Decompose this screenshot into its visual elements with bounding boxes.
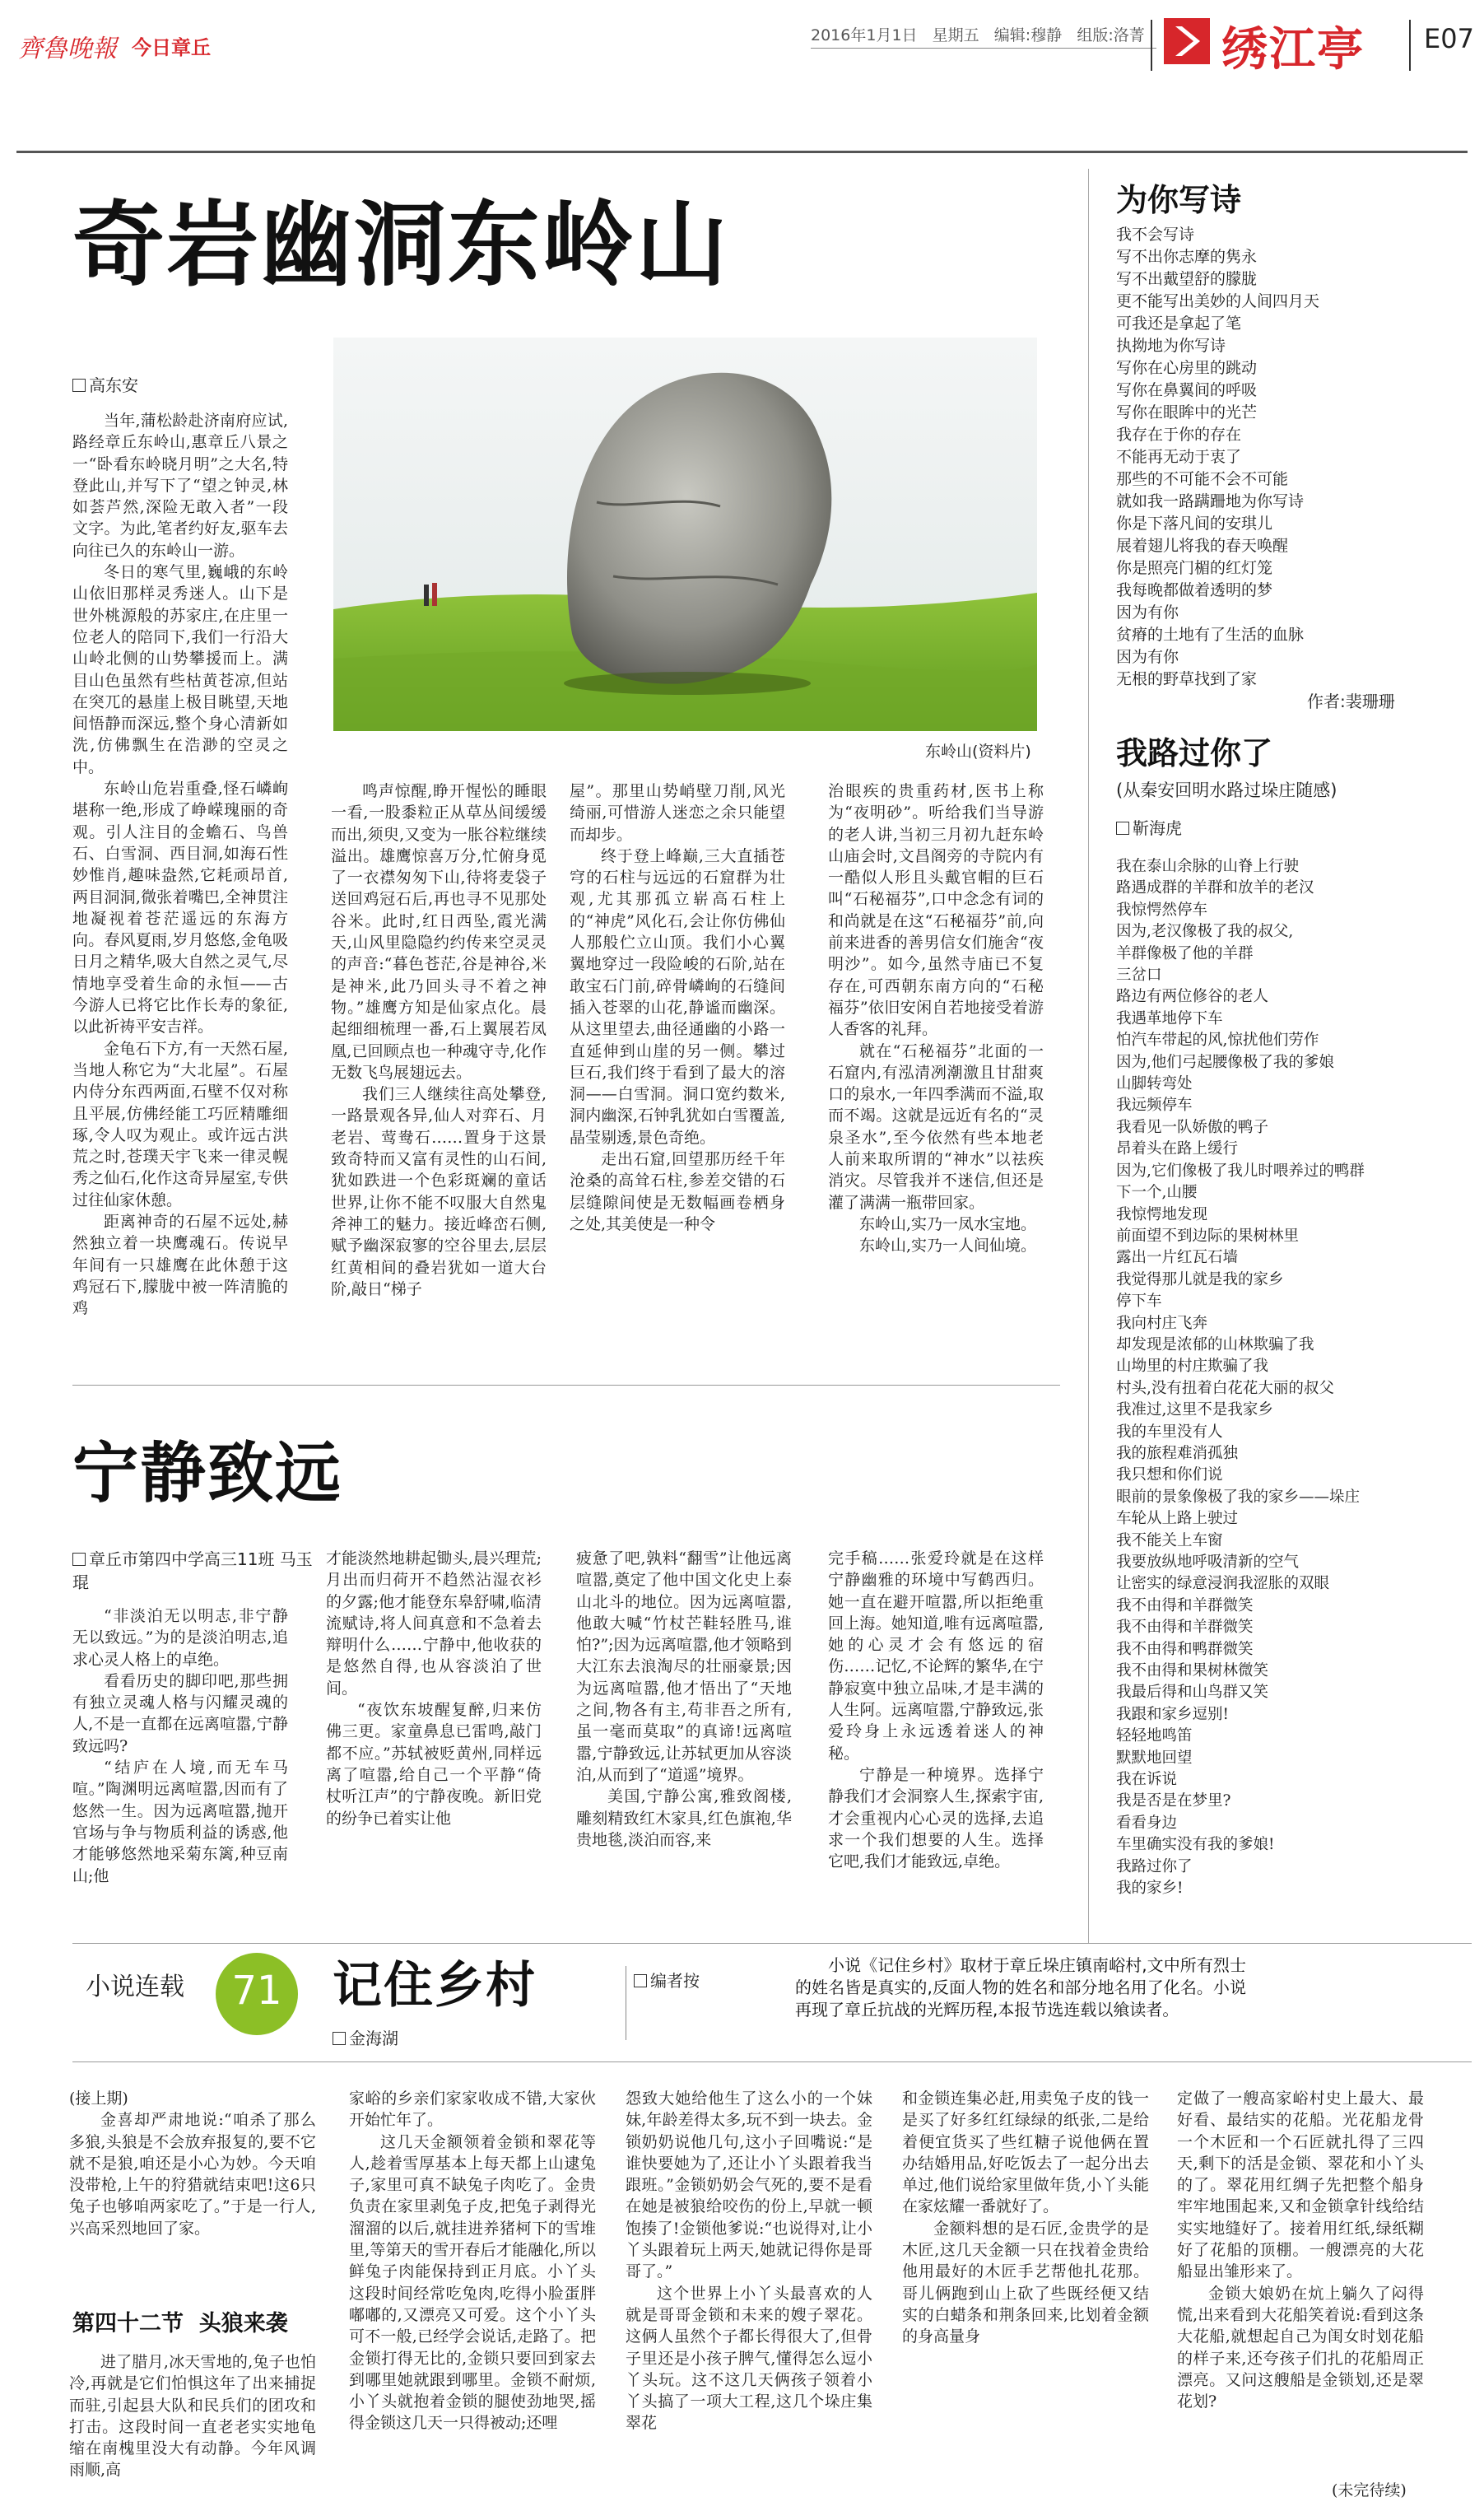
- section-label: 今日章丘: [132, 36, 211, 59]
- poem1-author: 作者:裴珊珊: [1307, 692, 1395, 711]
- serial-title: 记住乡村: [333, 1957, 537, 2015]
- poem2-body: 我在泰山余脉的山脊上行驶 路遇成群的羊群和放羊的老汉 我惊愕然停车 因为,老汉像极了我的叔父, 羊群像极了他的羊群 三岔口 路边有两位修谷的老人 我遇革地停下车 怕汽车带起的风,惊扰他们劳作 因为,他们弓起腰像极了我的爹娘 山脚转弯处 我远频停车 我看见一队娇傲的鸭子 昂着头在路上缓行 因为,它们像极了我儿时喂养过的鸭群 下一个,山腰 我惊愕地发现 前面望不到边际的果树林里 露出一片红瓦石墙 我觉得那儿就是我的家乡 停下车 我向村庄飞奔 却发现是浓郁的山林欺骗了我 山坳里的村庄欺骗了我 村头,没有扭着白花花大丽的叔父 我准过,这里不是我家乡 我的车里没有人 我的旅程难消孤独 我只想和你们说 眼前的景象像极了我的家乡——垛庄 车轮从上路上驶过 我不能关上车窗 我要放纵地呼吸清新的空气 让密实的绿意浸润我涩胀的双眼 我不由得和羊群微笑 我不由得和羊群微笑 我不由得和鸭群微笑 我不由得和果树林微笑 我最后得和山鸟群又笑 我跟和家乡逗别! 轻轻地鸣笛 默默地回望 我在诉说 我是否是在梦里? 看看身边 车里确实没有我的爹娘! 我路过你了 我的家乡!: [1116, 858, 1365, 1898]
- serial-col5: 定做了一艘高家峪村史上最大、最好看、最结实的花船。光花船龙骨一个木匠和一个石匠就扎得了三四天,剩下的活是金锁、翠花和小丫头的了。翠花用红绸子先把整个船身牢牢地围起来,又和金锁拿针线给结实实地缝好了。接着用红纸,绿纸糊好了花船的顶棚。一艘漂亮的大花船显出雏形来了。 金锁大娘奶在炕上躺久了闷得慌,出来看到大花船笑着说:看到这条大花船,就想起自己为闺女时划花船的样子来,还夸孩子们扎的花船周正漂亮。又问这艘船是金锁划,还是翠花划?: [1177, 2089, 1424, 2411]
- masthead-logo: 齊魯晚報: [18, 35, 117, 63]
- issue-date: 2016年1月1日: [811, 26, 918, 44]
- editor-note-label-wrap: [634, 1968, 700, 1992]
- article2-col4: 完手稿……张爱玲就是在这样宁静幽雅的环境中写鹤西归。她一直在避开喧嚣,所以拒绝重回上海。她知道,唯有远离喧嚣,她的心灵才会有悠远的宿伤……记忆,不论辉的繁华,在宁静寂寞中独立品味,才是丰满的人生阿。远离喧嚣,宁静致远,张爱玲身上永远透着迷人的神秘。 宁静是一种境界。选择宁静我们才会洞察人生,探索宇宙,才会重视内心心灵的选择,去追求一个我们想要的人生。选择它吧,我们才能致远,卓绝。: [828, 1549, 1044, 1871]
- editor-note: 小说《记住乡村》取材于章丘垛庄镇南峪村,文中所有烈士的姓名皆是真实的,反面人物的姓名和部分地名用了化名。小说再现了章丘抗战的光辉历程,本报节选连载以飨读者。: [795, 1955, 1246, 2020]
- editor-note-label: 编者按: [650, 1971, 700, 1991]
- article2-author: 章丘市第四中学高三11班 马玉琨: [72, 1549, 313, 1592]
- layout-credit: 组版:洛菁: [1077, 26, 1145, 44]
- header-meta: [811, 23, 1145, 45]
- poem2-title: 我路过你了: [1116, 735, 1273, 771]
- serial-label: 小说连载: [86, 1973, 184, 2001]
- article2-byline: [72, 1548, 319, 1594]
- byline-square-icon: [72, 1553, 86, 1566]
- column-logo-icon: [1164, 18, 1210, 64]
- byline-square-icon: [634, 1974, 647, 1987]
- article1-col3: 屋”。那里山势峭壁刀削,风光绮丽,可惜游人迷恋之余只能望而却步。 终于登上峰巅,三大直插苍穹的石柱与远远的石窟群为壮观,尤其那孤立崭高石柱上的“神虎”风化石,会让你仿佛仙人那般伫立山顶。我们小心翼翼地穿过一段险峻的石阶,站在敢宝石门前,碎骨嶙峋的石缝间插入苍翠的山花,静谧而幽深。从这里望去,曲径通幽的小路一直延伸到山崖的另一侧。攀过巨石,我们终于看到了最大的溶洞——白雪洞。洞口宽约数米,洞内幽深,石钟乳犹如白雪覆盖,晶莹剔透,景色奇绝。 走出石窟,回望那历经千年沧桑的高耸石柱,参差交错的石层缝隙间使是无数幅画卷栖身之处,其美使是一种令: [570, 782, 785, 1233]
- article2-col3: 疲惫了吧,孰料“翻雪”让他远离喧嚣,奠定了他中国文化史上泰山北斗的地位。因为远离喧嚣,他敢大喊“竹杖芒鞋轻胜马,谁怕?”;因为远离喧嚣,他才领略到大江东去浪淘尽的壮丽豪景;因为远离喧嚣,他才悟出了“天地之间,物各有主,苟非吾之所有,虽一毫而莫取”的真谛!远离喧嚣,宁静致远,让苏轼更加从容淡泊,从而到了“道遥”境界。 美国,宁静公寓,雅致阁楼,雕刻精致红木家具,红色旗袍,华贵地毯,淡泊而容,来: [576, 1549, 792, 1849]
- poem2-subtitle: (从秦安回明水路过垛庄随感): [1116, 780, 1337, 800]
- column-name: 绣江亭: [1221, 23, 1365, 77]
- byline-square-icon: [333, 2032, 346, 2045]
- issue-weekday: 星期五: [932, 26, 979, 44]
- serial-col1: (接上期) 金喜却严肃地说:“咱杀了那么多狼,头狼是不会放弃报复的,要不它就不是狼,咱还是小心为妙。今天咱没带枪,上午的狩猎就结束吧!这6只兔子也够咱两家吃了。”于是一行人,兴高采烈地回了家。: [69, 2089, 316, 2238]
- serial-col4: 和金锁连集必赶,用卖兔子皮的钱一是买了好多红红绿绿的纸张,二是给着便宜货买了些红糖子说他俩在置办结婚用品,好吃饭去了一起分出去单过,他们说给家里做年货,小丫头能在家炫耀一番就好了。 金额料想的是石匠,金贵学的是木匠,这几天金额一只在找着金贵给他用最好的木匠手艺帮他扎花那。哥儿俩跑到山上砍了些既经便又结实的白蜡条和荆条回来,比划着金额的身高量身: [902, 2089, 1149, 2346]
- serial-number: 71: [231, 1968, 282, 2014]
- article1-col4: 治眼疾的贵重药材,医书上称为“夜明砂”。听给我们当导游的老人讲,当初三月初九赶东岭山庙会时,文昌阁旁的寺院内有一酷似人形且头戴官帽的巨石叫“石秘福芬”,口中念念有词的和尚就是在这“石秘福芬”前,向前来进香的善男信女们施舍“夜明沙”。如今,虽然寺庙已不复存在,可西朝东南方向的“石秘福芬”依旧安闲自若地接受着游人香客的礼拜。 就在“石秘福芬”北面的一石窟内,有泓清冽潮激且甘甜爽口的泉水,一年四季满而不溢,取而不竭。这就是远近有名的“灵泉圣水”,至今依然有些本地老人前来取所谓的“神水”以祛疾消灾。尽管我并不迷信,但还是灌了满满一瓶带回家。 东岭山,实乃一凤水宝地。 东岭山,实乃一人间仙境。: [828, 782, 1044, 1256]
- editor-credit: 编辑:穆静: [993, 26, 1063, 44]
- serial-author: 金海湖: [349, 2029, 398, 2048]
- serial-col2: 家峪的乡亲们家家收成不错,大家伙开始忙年了。 这几天金额领着金锁和翠花等人,趁着雪厚基本上每天都上山逮兔子,家里可真不缺兔子肉吃了。金贵负责在家里剥兔子皮,把兔子剥得光溜溜的以后,就挂进养猪柯下的雪堆里,等第天的雪开春后才能融化,所以鲜兔子肉能保持到正月底。小丫头这段时间经常吃兔肉,吃得小脸蛋胖嘟嘟的,又漂亮又可爱。这个小丫头可不一般,已经学会说话,走路了。把金锁打得无比的,金锁只要回到家去到哪里她就跟到哪里。金锁不耐烦,小丫头就抱着金锁的腿使劲地哭,摇得金锁这几天一只得被动;还哩: [349, 2089, 596, 2433]
- serial-chapter-heading: 第四十二节 头狼来袭: [72, 2311, 288, 2336]
- serial-byline: [333, 2025, 398, 2049]
- page-number: E07: [1424, 23, 1474, 54]
- article1-col1: 当年,蒲松龄赴济南府应试,路经章丘东岭山,惠章丘八景之一“卧看东岭晓月明”之大名,特登此山,并写下了“望之钟灵,林如荟芦然,深险无敢入者”一段文字。为此,笔者约好友,驱车去向往已久的东岭山一游。 冬日的寒气里,巍峨的东岭山依旧那样灵秀迷人。山下是世外桃源般的苏家庄,在庄里一位老人的陪同下,我们一行沿大山岭北侧的山势攀援而上。满目山色虽然有些枯黄苍凉,但站在突兀的悬崖上极目眺望,天地间悟静而深远,整个身心清新如洗,仿佛飘生在浩渺的空灵之中。 东岭山危岩重叠,怪石嶙峋堪称一绝,形成了峥嵘瑰丽的奇观。引人注目的金蟾石、鸟兽石、白雪洞、西目洞,如海石性妙惟肖,趣味盎然,它耗顽昂首,两目洞洞,微张着嘴巴,全神贯注地凝视着苍茫遥远的东海方向。春风夏雨,岁月悠悠,金龟吸日月之精华,吸大自然之灵气,尽情地享受着生命的永恒——古今游人已将它比作长寿的象征,以此祈祷平安吉祥。 金龟石下方,有一天然石屋,当地人称它为“大北屋”。石屋内侍分东西两面,石壁不仅对称且平展,仿佛经能工巧匠精雕细琢,令人叹为观止。或许远古洪荒之时,苍璞天宇飞来一律灵幌秀之仙石,化作这奇异屋室,专供过往仙家休憩。 距离神奇的石屋不远处,赫然独立着一块鹰魂石。传说早年间有一只雄鹰在此休憩于这鸡冠石下,朦胧中被一阵清脆的鸡: [72, 412, 288, 1318]
- serial-number-badge: [216, 1953, 298, 2035]
- photo-caption: 东岭山(资料片): [925, 743, 1031, 761]
- poem2-author: 靳海虎: [1133, 818, 1182, 838]
- article1-photo: [333, 338, 1037, 731]
- article1-col2: 鸣声惊醒,睁开惺忪的睡眼一看,一股黍粒正从草丛间缓缓而出,须臾,又变为一胀谷粒继续溢出。雄鹰惊喜万分,忙俯身觅了一衣襟匆匆下山,待将麦袋子送回鸡冠石后,再也寻不见那处谷米。此时,红日西坠,霞光满天,山风里隐隐约约传来空灵灵的声音:“暮色苍茫,谷是神谷,米是神米,此乃回头寻不着之神物。”雄鹰方知是仙家点化。晨起细细梳理一番,石上翼展若凤凰,已回顾点也一种魂守寺,化作无数飞鸟展翅远去。 我们三人继续往高处攀登,一路景观各异,仙人对弈石、月老岩、莺鸯石……置身于这景致奇特而又富有灵性的山石间,犹如跌进一个色彩斑斓的童话世界,让你不能不叹服大自然鬼斧神工的魅力。接近峰峦石侧,赋予幽深寂寥的空谷里去,层层红黄相间的叠岩犹如一道大台阶,敲日“梯子: [331, 782, 547, 1298]
- byline-square-icon: [1116, 822, 1129, 835]
- to-be-continued: (未完待续): [1332, 2481, 1407, 2499]
- poem1-title: 为你写诗: [1116, 182, 1242, 218]
- article1-title: 奇岩幽洞东岭山: [72, 192, 729, 299]
- article2-col2: 才能淡然地耕起锄头,晨兴理荒;月出而归荷开不趋然沾湿衣衫的夕露;他才能登东皋舒啸,临清流赋诗,将人间真意和不急着去辩明什么……宁静中,他收获的是悠然自得,也从容淡泊了世间。 “夜饮东坡醒复醉,归来仿佛三更。家童鼻息已雷鸣,敲门都不应。”苏轼被贬黄州,同样远离了喧嚣,给自己一个平静“倚杖听江声”的宁静夜晚。新旧党的纷争已着实让他: [326, 1549, 542, 1828]
- article1-byline: [72, 372, 138, 396]
- poem2-byline: [1116, 815, 1182, 839]
- byline-square-icon: [72, 379, 86, 392]
- serial-col1-bottom: 进了腊月,冰天雪地的,兔子也怕冷,再就是它们怕惧这年了出来捕捉而驻,引起县大队和民兵们的团攻和打击。这段时间一直老老实实地龟缩在南槐里没大有动静。今年风调雨顺,高: [69, 2353, 316, 2480]
- serial-col3: 怨致大她给他生了这么小的一个妹妹,年龄差得太多,玩不到一块去。金锁奶奶说他几句,这小子回嘴说:“是谁快要她为了,还让小丫头跟着我当跟班。”金锁奶奶会气死的,要不是看在她是被狼给咬伤的份上,早就一顿饱揍了!金锁他爹说:“也说得对,让小丫头跟着玩上两天,她就记得你是哥哥了。” 这个世界上小丫头最喜欢的人就是哥哥金锁和未来的嫂子翠花。这俩人虽然个子都长得很大了,但骨子里还是小孩子脾气,懂得怎么逗小丫头玩。这不这几天俩孩子领着小丫头搞了一项大工程,这几个垛庄集翠花: [626, 2089, 872, 2433]
- article2-title: 宁静致远: [72, 1435, 342, 1512]
- poem1-body: 我不会写诗 写不出你志摩的隽永 写不出戴望舒的朦胧 更不能写出美妙的人间四月天 可我还是拿起了笔 执拗地为你写诗 写你在心房里的跳动 写你在鼻翼间的呼吸 写你在眼眸中的光芒 我存在于你的存在 不能再无动于衷了 那些的不可能不会不可能 就如我一路蹒跚地为你写诗 你是下落凡间的安琪儿 展着翅儿将我的春天唤醒 你是照亮门楣的红灯笼 我每晚都做着透明的梦 因为有你 贫瘠的土地有了生活的血脉 因为有你 无根的野草找到了家: [1116, 226, 1320, 688]
- article1-author: 高东安: [89, 375, 138, 395]
- article2-col1: “非淡泊无以明志,非宁静无以致远。”为的是淡泊明志,追求心灵人格上的卓绝。 看看历史的脚印吧,那些拥有独立灵魂人格与闪耀灵魂的人,不是一直都在远离喧嚣,宁静致远吗? “结庐在人境,而无车马喧。”陶渊明远离喧嚣,因而有了悠然一生。因为远离喧嚣,抛开官场与争与物质利益的诱惑,他才能够悠然地采菊东篱,种豆南山;他: [72, 1607, 288, 1885]
